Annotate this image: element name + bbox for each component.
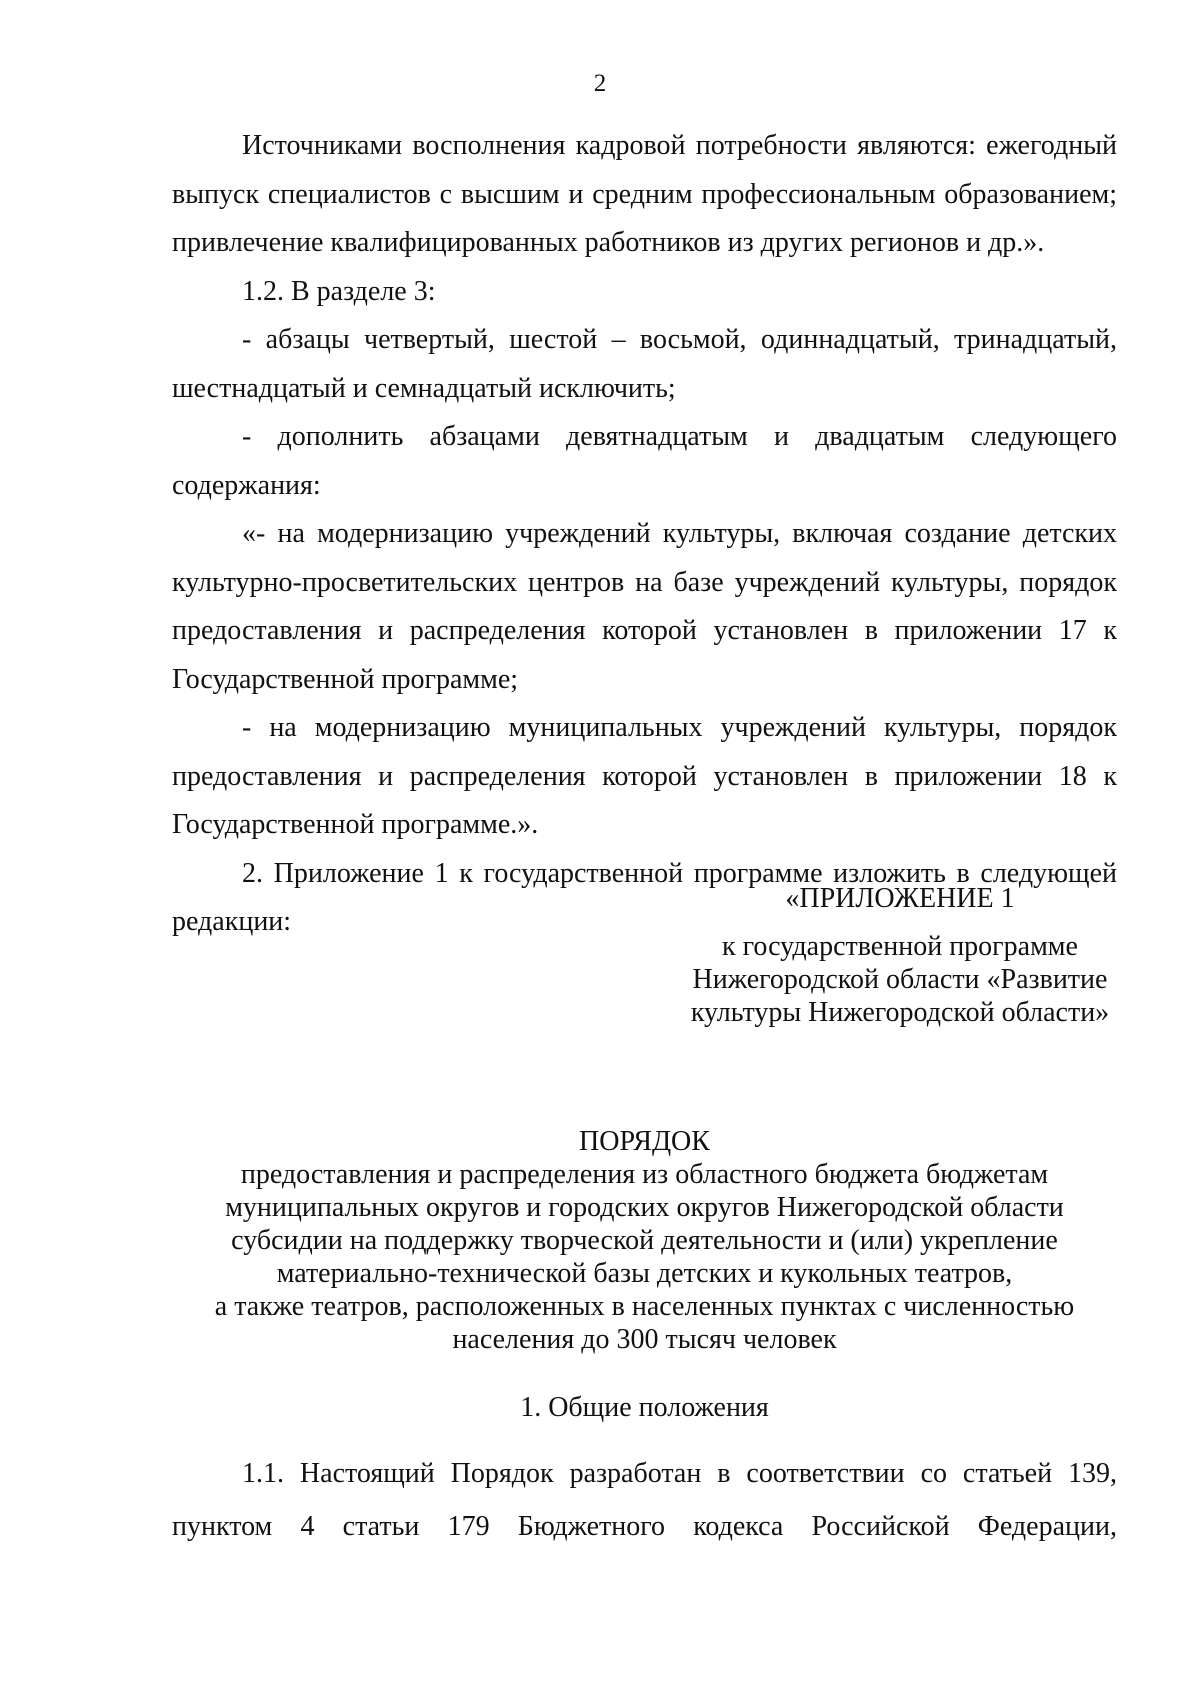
appendix-line-1: к государственной программе [722, 931, 1078, 962]
appendix-label: «ПРИЛОЖЕНИЕ 1 [785, 883, 1015, 914]
paragraph-section-3: 1.2. В разделе 3: [242, 275, 436, 307]
title-line: материально-технической базы детских и кукольных театров, [276, 1258, 1013, 1289]
paragraph-appendix-change: 2. Приложение 1 к государственной программе изложить в следующей редакции: [172, 857, 1117, 937]
paragraph-exclude-items: - абзацы четвертый, шестой – восьмой, одиннадцатый, тринадцатый, шестнадцатый и семнадцатый исключить; [172, 324, 1117, 404]
title-line: субсидии на поддержку творческой деятельности и (или) укрепление [231, 1225, 1058, 1256]
paragraph-staff-sources: Источниками восполнения кадровой потребности являются: ежегодный выпуск специалистов с высшим и средним профессиональным образованием; привлечение квалифицированных работников из других регионов и др.». [172, 130, 1117, 258]
title-heading: ПОРЯДОК [579, 1126, 710, 1157]
appendix-line-3: культуры Нижегородской области» [690, 997, 1110, 1028]
paragraph-modernization-culture: «- на модернизацию учреждений культуры, включая создание детских культурно-просветительских центров на базе учреждений культуры, порядок предоставления и распределения которой установлен в приложении 17 к Государственной программе; [172, 518, 1117, 695]
page-number: 2 [593, 70, 607, 97]
paragraph-modernization-municipal: - на модернизацию муниципальных учреждений культуры, порядок предоставления и распределения которой установлен в приложении 18 к Государственной программе.». [172, 712, 1117, 840]
appendix-line-2: Нижегородской области «Развитие [692, 964, 1108, 995]
paragraph-add-items: - дополнить абзацами девятнадцатым и двадцатым следующего содержания: [172, 421, 1117, 501]
document-body [172, 122, 1117, 947]
final-paragraph-line-2: пунктом 4 статьи 179 Бюджетного кодекса Российской Федерации, [172, 1511, 1117, 1542]
document-title [172, 1125, 1117, 1356]
title-line: населения до 300 тысяч человек [452, 1324, 837, 1355]
title-line: предоставления и распределения из областного бюджета бюджетам [240, 1159, 1049, 1190]
section-heading: 1. Общие положения [520, 1392, 769, 1423]
title-line: а также театров, расположенных в населенных пунктах с численностью [214, 1291, 1075, 1322]
final-paragraph [172, 1447, 1117, 1553]
title-line: муниципальных округов и городских округов Нижегородской области [225, 1192, 1064, 1223]
final-paragraph-line-1: 1.1. Настоящий Порядок разработан в соответствии со статьей 139, [242, 1458, 1117, 1489]
